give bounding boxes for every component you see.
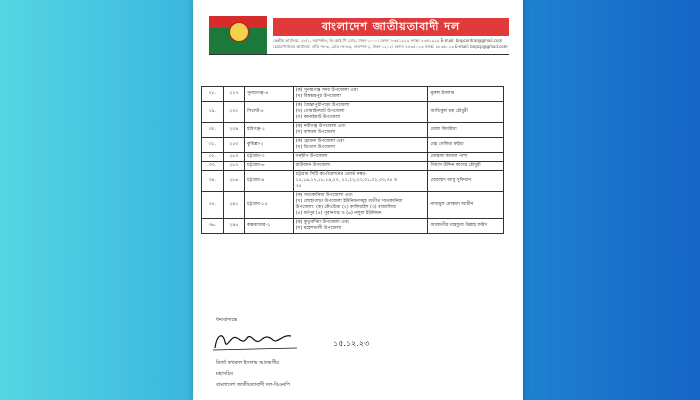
upazila-cell <box>293 153 428 162</box>
serial-cell: ৩১. <box>202 138 224 153</box>
table-row <box>202 102 504 123</box>
table-row <box>202 138 504 153</box>
seat-number-cell: ২৩৯ <box>223 123 245 138</box>
candidate-cell: রেজা কিবরিয়া <box>428 123 504 138</box>
table-row <box>202 153 504 162</box>
seat-number-cell: ২৮৩ <box>223 162 245 171</box>
upazila-line: চট্টগ্রাম সিটি কর্পোরেশনের ওয়ার্ড নম্বর- <box>295 172 367 177</box>
party-name: বাংলাদেশ জাতীয়তাবাদী দল <box>273 18 509 36</box>
signer-name: মির্জা ফখরুল ইসলাম আলমগীর <box>216 360 280 366</box>
upazila-line: উপজেলা: (ক) কেঁওচিয়া (২) কালিয়াইশ (৩) বাজালিয়া <box>295 205 397 210</box>
candidate-cell: আলমগীর মাহফুজ উল্লাহ ফরিদ <box>428 219 504 234</box>
upazila-line: (ক) সাতকানিয়া উপজেলা এবং <box>295 193 353 198</box>
serial-cell: ৩৪. <box>202 171 224 192</box>
closing-thanks: ধন্যবাদান্তে <box>216 317 238 323</box>
upazila-line: (ক) কুতুবদিয়া উপজেলা এবং <box>295 220 350 225</box>
serial-cell: ৩৫. <box>202 192 224 219</box>
table-row <box>202 192 504 219</box>
upazila-line: সন্দ্বীপ উপজেলা <box>295 154 328 159</box>
upazila-cell <box>293 192 428 219</box>
table-row <box>202 162 504 171</box>
seat-name-cell: সুনামগঞ্জ-৪ <box>245 87 294 102</box>
seat-name-cell: চট্টগ্রাম-৯ <box>245 171 294 192</box>
upazila-line: (খ) গোয়াইনঘাট উপজেলা <box>295 109 345 114</box>
upazila-cell <box>293 219 428 234</box>
upazila-line: (খ) লোহাগাড়া উপজেলা ইউনিয়নসমূহ ব্যতীত সাতকানিয়া <box>295 199 403 204</box>
upazila-line: (খ) মহেশখালী উপজেলা <box>295 226 342 231</box>
upazila-cell <box>293 138 428 153</box>
serial-cell: ৩৩. <box>202 162 224 171</box>
candidate-cell: গিয়াস উদ্দিন কাদের চৌধুরী <box>428 162 504 171</box>
serial-cell: ৩০. <box>202 123 224 138</box>
serial-cell: ৩২. <box>202 153 224 162</box>
seat-number-cell: ২৩২ <box>223 102 245 123</box>
upazila-cell <box>293 123 428 138</box>
upazila-line: রাউজান উপজেলা <box>295 163 331 168</box>
table-row <box>202 171 504 192</box>
seat-number-cell: ২৯২ <box>223 192 245 219</box>
candidate-cell: মোস্তফা কামাল পাশা <box>428 153 504 162</box>
candidate-cell: মোহাম্মদ আবু সুফিয়ান <box>428 171 504 192</box>
upazila-line: (ক) হোমনা উপজেলা এবং <box>295 139 345 144</box>
candidate-cell: নাজমুল মোস্তফা আমীন <box>428 192 504 219</box>
upazila-cell <box>293 162 428 171</box>
seat-number-cell: ২২৭ <box>223 87 245 102</box>
party-flag <box>209 16 267 54</box>
serial-cell: ২৮. <box>202 87 224 102</box>
candidate-cell: আতিকুল হক চৌধুরী <box>428 102 504 123</box>
seat-number-cell: ২৫০ <box>223 138 245 153</box>
table-row <box>202 219 504 234</box>
upazila-line: (ক) জৈন্তাপুরীপাড়া উপজেলা <box>295 103 350 108</box>
upazila-cell <box>293 87 428 102</box>
table-row <box>202 123 504 138</box>
upazila-cell <box>293 102 428 123</box>
flag-emblem-icon <box>229 22 249 42</box>
seat-name-cell: চট্টগ্রাম-১৫ <box>245 192 294 219</box>
signature-image <box>211 328 301 354</box>
seat-name-cell: কুমিল্লা-২ <box>245 138 294 153</box>
signer-title: মহাসচিব <box>216 371 234 377</box>
seat-number-cell: ২৮০ <box>223 153 245 162</box>
table-row <box>202 87 504 102</box>
candidate-cell: নুরুল ইসলাম <box>428 87 504 102</box>
candidate-cell: মেহ সেলিমা রুইয়া <box>428 138 504 153</box>
upazila-line: (৪) ধর্মপুর (৫) পুরানগড় ও (৬) নলুয়া ইউনিয়ন <box>295 211 382 216</box>
seat-number-cell: ২৮৬ <box>223 171 245 192</box>
upazila-cell <box>293 171 428 192</box>
serial-cell: ৩৬. <box>202 219 224 234</box>
seat-name-cell: চট্টগ্রাম-৬ <box>245 162 294 171</box>
upazila-line: ১৫,১৬,১৭,১৮,১৯,২০, ২১,২২,২৩,৩১,৩২,৩৩,৩৪ ও <box>295 178 398 183</box>
header-divider <box>209 54 509 55</box>
signer-party: বাংলাদেশ জাতীয়তাবাদী দল-বিএনপি <box>216 382 290 388</box>
seat-name-cell: চট্টগ্রাম-৩ <box>245 153 294 162</box>
document-page <box>193 0 523 400</box>
upazila-line: ৩৫ <box>295 184 302 189</box>
upazila-line: (ক) নবীগঞ্জ উপজেলা এবং <box>295 124 346 129</box>
candidate-table <box>201 86 504 234</box>
letterhead <box>193 0 523 62</box>
address-line-2: চেয়ারপার্সনের কার্যালয়: বাড়ি নং-৬, রোড নং-৮৬, গুলশান-২, ঢাকা-১২১২। ফোন: ৮৮৩৫০২৩ ফ্যাক্স: ৮৮৩৫০২৩ E-mail: bnpcp@gmail.com <box>273 44 508 49</box>
upazila-line: (খ) বাহুবল উপজেলা <box>295 130 336 135</box>
serial-cell: ২৯. <box>202 102 224 123</box>
seat-name-cell: হবিগঞ্জ-১ <box>245 123 294 138</box>
seat-name-cell: কক্সবাজার-২ <box>245 219 294 234</box>
upazila-line: (গ) কানাইঘাট উপজেলা <box>295 115 341 120</box>
signature-date: ১৫.১২.২৩ <box>333 339 370 348</box>
seat-number-cell: ২৯৫ <box>223 219 245 234</box>
address-line-1: কেন্দ্রীয় কার্যালয়: ২৮/১, নয়াপল্টন, ভি.আই.পি রোড, ঢাকা-১০০০। ফোন: ৮৩৫১৯২৯ ফ্যাক্স: ৮৩৫১৯২৯ E-mail: bnpcentral@gmail.com <box>273 38 503 43</box>
upazila-line: (ক) সুনামগঞ্জ সদর উপজেলা এবং <box>295 88 359 93</box>
upazila-line: (খ) বিশ্বম্ভরপুর উপজেলা <box>295 94 341 99</box>
upazila-line: (খ) তিতাস উপজেলা <box>295 145 336 150</box>
seat-name-cell: সিলেট-৫ <box>245 102 294 123</box>
